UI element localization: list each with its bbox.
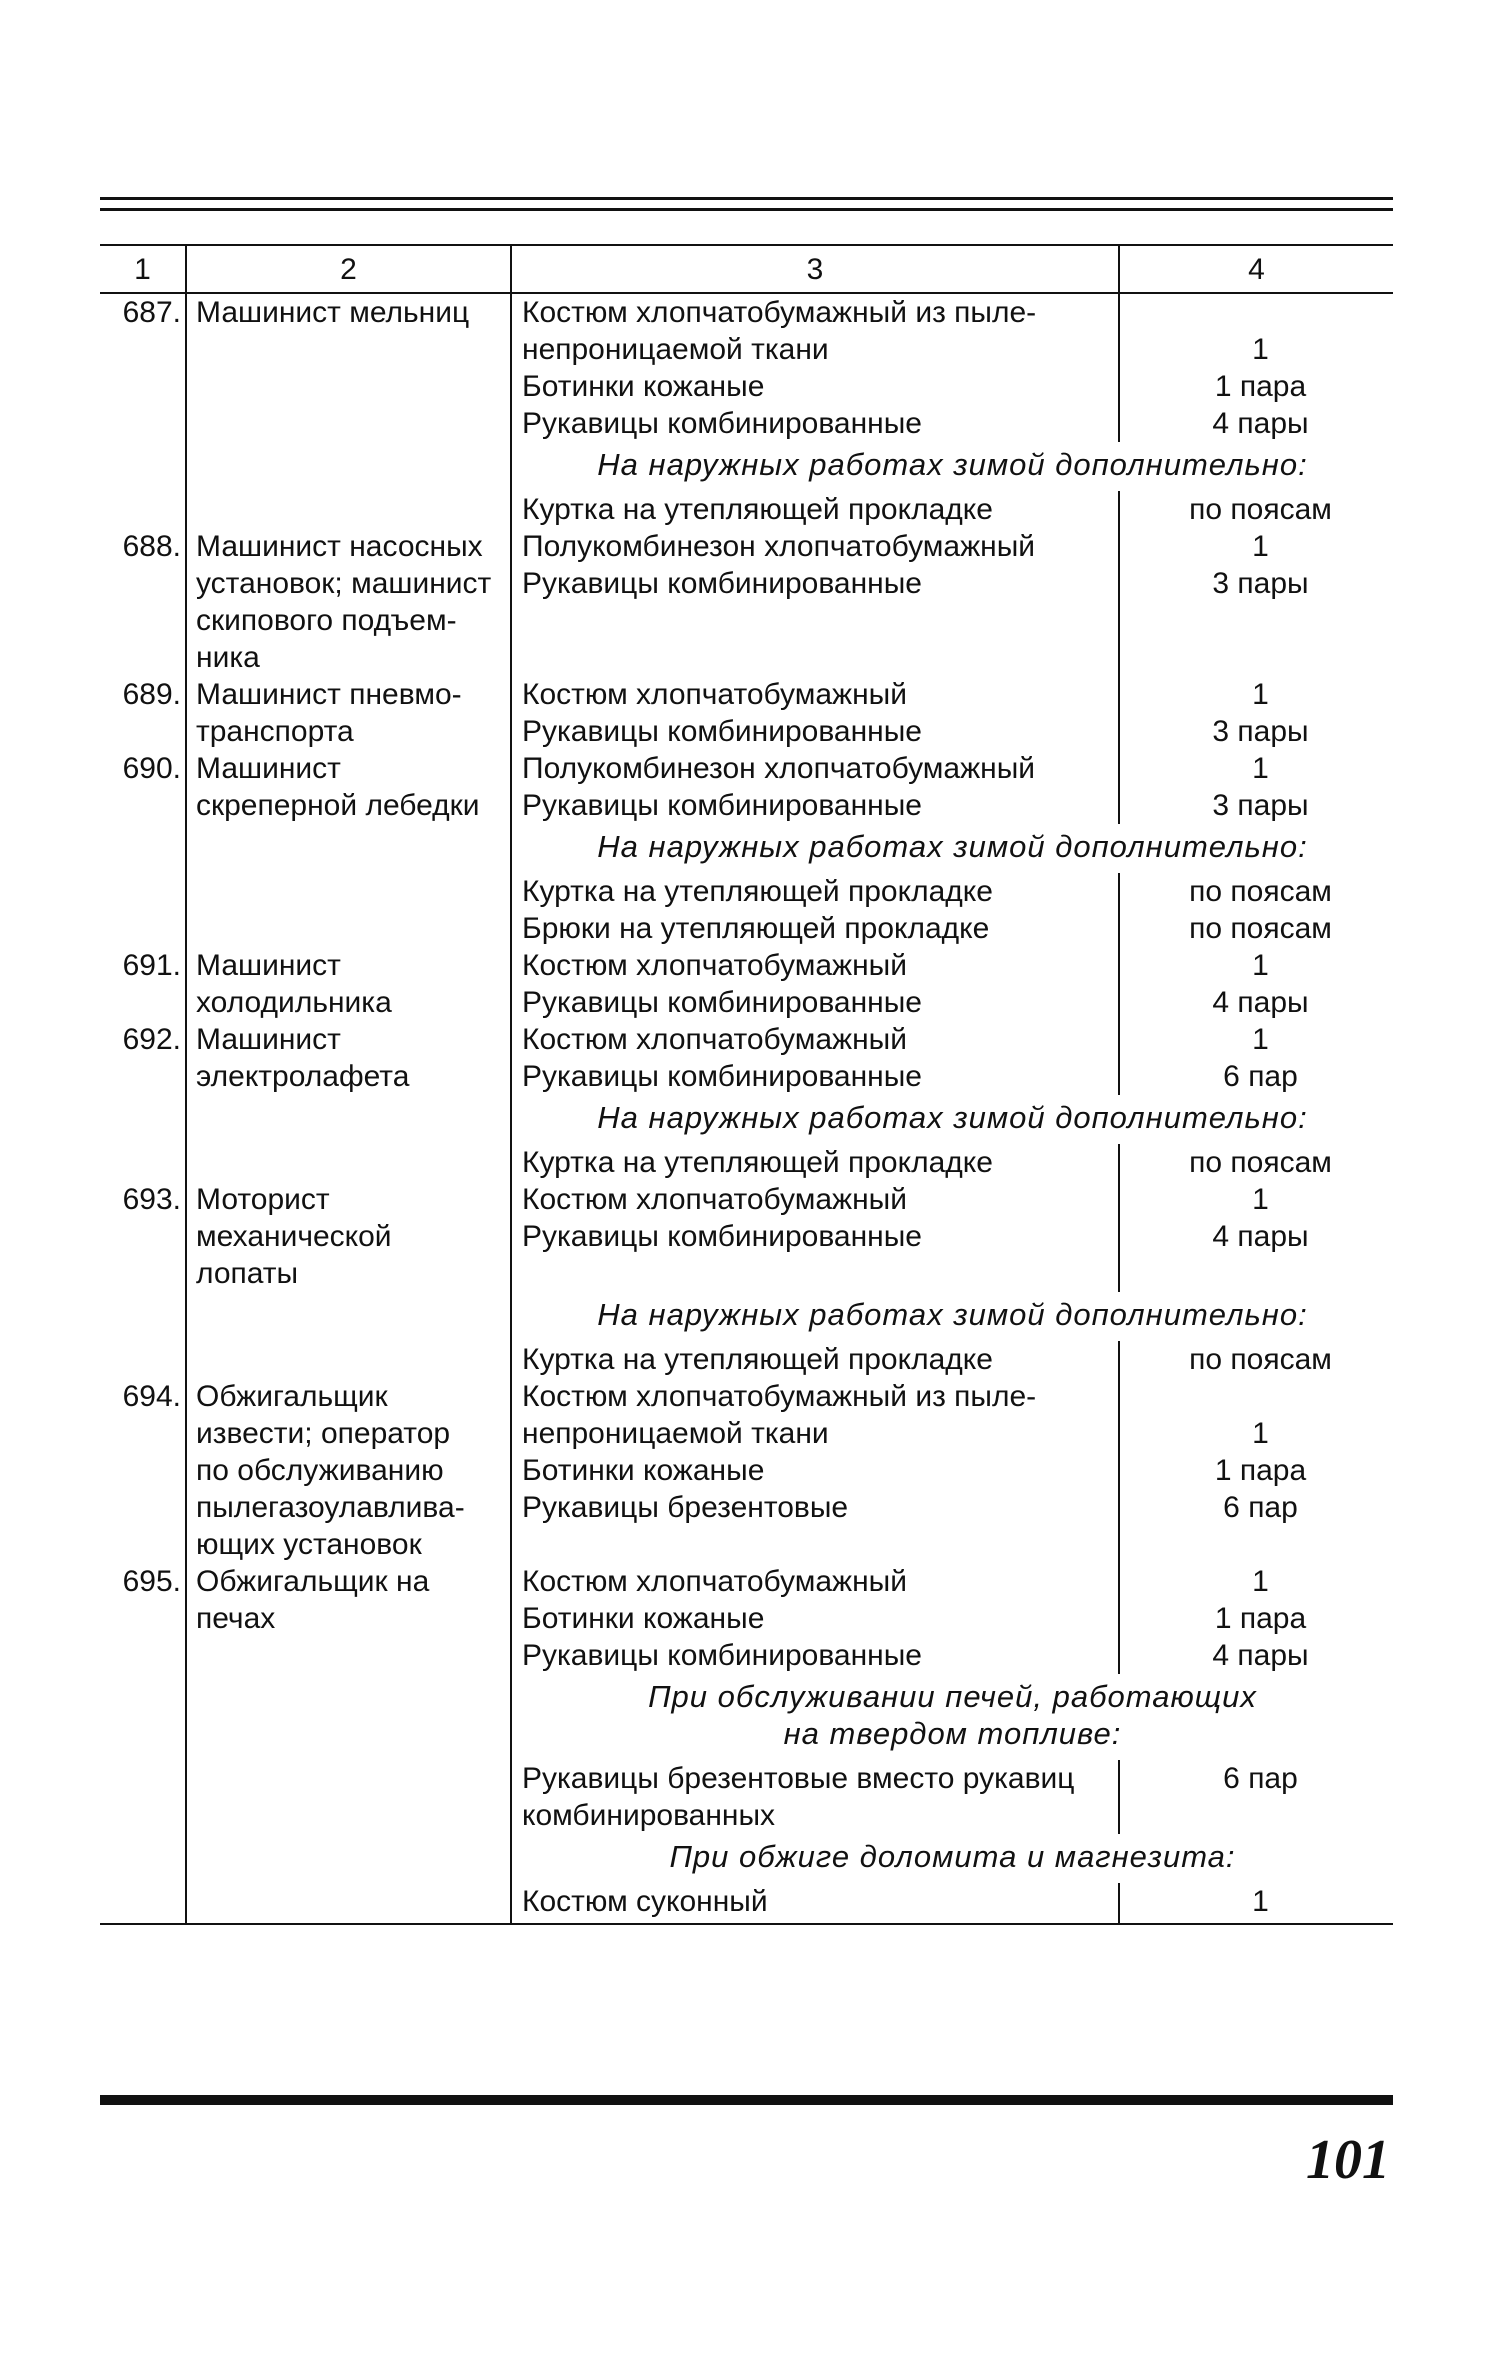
quantity-line: 1 пара bbox=[1214, 1454, 1307, 1487]
item-line: Рукавицы комбинированные bbox=[522, 1060, 922, 1093]
item-line: Брюки на утепляющей прокладке bbox=[522, 912, 990, 945]
table-row bbox=[100, 1563, 1393, 1674]
occupation-line: пылегазоулавлива- bbox=[196, 1491, 465, 1524]
occupation-line: ющих установок bbox=[196, 1528, 422, 1561]
table-row bbox=[100, 750, 1393, 824]
entry-number: 688. bbox=[100, 528, 186, 676]
condition-note bbox=[511, 1674, 1393, 1760]
quantity-line: 1 пара bbox=[1214, 370, 1307, 403]
item-line: Рукавицы комбинированные bbox=[522, 986, 922, 1019]
quantity-line bbox=[1128, 1378, 1393, 1415]
occupation-cell bbox=[186, 1292, 511, 1341]
occupation-cell bbox=[186, 676, 511, 750]
entry-number: 694. bbox=[100, 1378, 186, 1563]
item-cell bbox=[511, 491, 1119, 528]
occupation-cell bbox=[186, 1674, 511, 1760]
item-line: Куртка на утепляющей прокладке bbox=[522, 875, 993, 908]
item-line: Рукавицы комбинированные bbox=[522, 567, 922, 600]
quantity-line: 4 пары bbox=[1212, 407, 1309, 440]
condition-note: На наружных работах зимой дополнительно: bbox=[597, 1297, 1308, 1332]
table-row bbox=[100, 676, 1393, 750]
occupation-cell bbox=[186, 293, 511, 442]
table-row bbox=[100, 873, 1393, 947]
occupation-line: Машинист пневмо- bbox=[196, 678, 462, 711]
occupation-cell bbox=[186, 1834, 511, 1883]
table-row bbox=[100, 1883, 1393, 1924]
occupation-line: электролафета bbox=[196, 1060, 410, 1093]
item-line: Ботинки кожаные bbox=[522, 1602, 765, 1635]
quantity-line: 1 bbox=[1252, 949, 1269, 982]
quantity-cell bbox=[1119, 1341, 1393, 1378]
item-line: Ботинки кожаные bbox=[522, 370, 765, 403]
entry-number: 690. bbox=[100, 750, 186, 824]
item-line: Костюм суконный bbox=[522, 1885, 768, 1918]
quantity-line: 4 пары bbox=[1212, 986, 1309, 1019]
item-line: Куртка на утепляющей прокладке bbox=[522, 1146, 993, 1179]
entry-number: 692. bbox=[100, 1021, 186, 1095]
occupation-cell bbox=[186, 491, 511, 528]
entry-number bbox=[100, 1292, 186, 1341]
quantity-line: 1 bbox=[1252, 1885, 1269, 1918]
quantity-cell bbox=[1119, 293, 1393, 442]
occupation-line: Машинист bbox=[196, 949, 341, 982]
occupation-cell bbox=[186, 1563, 511, 1674]
quantity-line: 1 bbox=[1252, 1183, 1269, 1216]
entry-number: 693. bbox=[100, 1181, 186, 1292]
occupation-cell bbox=[186, 1378, 511, 1563]
occupation-line: установок; машинист bbox=[196, 567, 492, 600]
quantity-line bbox=[1128, 294, 1393, 331]
entry-number: 691. bbox=[100, 947, 186, 1021]
quantity-line: 1 bbox=[1252, 1417, 1269, 1450]
item-line: комбинированных bbox=[522, 1799, 776, 1832]
bottom-rule bbox=[100, 2095, 1393, 2105]
occupation-line: Моторист bbox=[196, 1183, 330, 1216]
entry-number bbox=[100, 491, 186, 528]
occupation-line: извести; оператор bbox=[196, 1417, 451, 1450]
table-row bbox=[100, 947, 1393, 1021]
note-row bbox=[100, 1834, 1393, 1883]
quantity-cell bbox=[1119, 491, 1393, 528]
quantity-line: 1 bbox=[1252, 752, 1269, 785]
quantity-cell bbox=[1119, 947, 1393, 1021]
occupation-cell bbox=[186, 1760, 511, 1834]
quantity-line: по поясам bbox=[1189, 875, 1332, 908]
table-row bbox=[100, 491, 1393, 528]
table-header-row bbox=[100, 245, 1393, 293]
occupation-cell bbox=[186, 1181, 511, 1292]
item-cell bbox=[511, 1883, 1119, 1924]
note-row bbox=[100, 442, 1393, 491]
occupation-line: печах bbox=[196, 1602, 276, 1635]
quantity-line: 3 пары bbox=[1212, 789, 1309, 822]
quantity-cell bbox=[1119, 1378, 1393, 1563]
header-col-1: 1 bbox=[100, 245, 186, 293]
entry-number: 695. bbox=[100, 1563, 186, 1674]
table-row bbox=[100, 1144, 1393, 1181]
quantity-line: по поясам bbox=[1189, 912, 1332, 945]
quantity-cell bbox=[1119, 1144, 1393, 1181]
item-cell bbox=[511, 1144, 1119, 1181]
occupation-line: Машинист bbox=[196, 752, 341, 785]
occupation-line: Обжигальщик bbox=[196, 1380, 388, 1413]
item-line: Куртка на утепляющей прокладке bbox=[522, 493, 993, 526]
entry-number bbox=[100, 1341, 186, 1378]
occupation-line: скипового подъем- bbox=[196, 604, 457, 637]
occupation-line: лопаты bbox=[196, 1257, 299, 1290]
quantity-cell bbox=[1119, 1760, 1393, 1834]
header-col-2: 2 bbox=[186, 245, 511, 293]
occupation-cell bbox=[186, 442, 511, 491]
occupation-cell bbox=[186, 1144, 511, 1181]
quantity-line: 3 пары bbox=[1212, 715, 1309, 748]
quantity-cell bbox=[1119, 873, 1393, 947]
occupation-cell bbox=[186, 528, 511, 676]
occupation-line: Машинист насосных bbox=[196, 530, 483, 563]
quantity-line: 1 bbox=[1252, 1023, 1269, 1056]
note-row bbox=[100, 1095, 1393, 1144]
occupation-cell bbox=[186, 1021, 511, 1095]
quantity-line bbox=[1128, 1797, 1393, 1834]
item-line: Костюм хлопчатобумажный из пыле- bbox=[522, 1380, 1037, 1413]
item-cell bbox=[511, 1181, 1119, 1292]
item-line: Рукавицы комбинированные bbox=[522, 715, 922, 748]
quantity-cell bbox=[1119, 676, 1393, 750]
item-line: Рукавицы комбинированные bbox=[522, 1639, 922, 1672]
condition-note: На наружных работах зимой дополнительно: bbox=[597, 1100, 1308, 1135]
occupation-cell bbox=[186, 873, 511, 947]
entry-number: 689. bbox=[100, 676, 186, 750]
quantity-line: по поясам bbox=[1189, 1146, 1332, 1179]
table-row bbox=[100, 293, 1393, 442]
quantity-line: по поясам bbox=[1189, 493, 1332, 526]
quantity-line: 6 пар bbox=[1223, 1491, 1298, 1524]
item-line: Рукавицы комбинированные bbox=[522, 1220, 922, 1253]
item-cell bbox=[511, 293, 1119, 442]
item-line: Костюм хлопчатобумажный bbox=[522, 678, 907, 711]
item-line: Рукавицы комбинированные bbox=[522, 407, 922, 440]
item-line: Рукавицы брезентовые вместо рукавиц bbox=[522, 1762, 1075, 1795]
entry-number bbox=[100, 873, 186, 947]
occupation-line: механической bbox=[196, 1220, 392, 1253]
item-cell bbox=[511, 676, 1119, 750]
note-row bbox=[100, 1674, 1393, 1760]
occupation-cell bbox=[186, 1883, 511, 1924]
table-row bbox=[100, 1378, 1393, 1563]
occupation-line: скреперной лебедки bbox=[196, 789, 480, 822]
condition-note: На наружных работах зимой дополнительно: bbox=[597, 447, 1308, 482]
entry-number bbox=[100, 1095, 186, 1144]
quantity-cell bbox=[1119, 1563, 1393, 1674]
occupation-line: Машинист мельниц bbox=[196, 296, 470, 329]
table-body bbox=[100, 293, 1393, 1924]
entry-number bbox=[100, 1760, 186, 1834]
quantity-line: 1 bbox=[1252, 530, 1269, 563]
item-cell bbox=[511, 1341, 1119, 1378]
quantity-line: 1 bbox=[1252, 1565, 1269, 1598]
item-line: Полукомбинезон хлопчатобумажный bbox=[522, 752, 1036, 785]
condition-note-line: При обслуживании печей, работающих bbox=[648, 1679, 1257, 1714]
item-line: непроницаемой ткани bbox=[522, 1417, 829, 1450]
occupation-line: холодильника bbox=[196, 986, 392, 1019]
item-cell bbox=[511, 1760, 1119, 1834]
entry-number bbox=[100, 442, 186, 491]
condition-note: На наружных работах зимой дополнительно: bbox=[597, 829, 1308, 864]
occupation-cell bbox=[186, 947, 511, 1021]
quantity-line: 6 пар bbox=[1223, 1060, 1298, 1093]
table-row bbox=[100, 1760, 1393, 1834]
quantity-cell bbox=[1119, 1181, 1393, 1292]
quantity-line: 6 пар bbox=[1223, 1762, 1298, 1795]
item-line: Полукомбинезон хлопчатобумажный bbox=[522, 530, 1036, 563]
quantity-line: 4 пары bbox=[1212, 1639, 1309, 1672]
item-cell bbox=[511, 1563, 1119, 1674]
entry-number bbox=[100, 824, 186, 873]
occupation-line: ника bbox=[196, 641, 260, 674]
quantity-cell bbox=[1119, 1883, 1393, 1924]
quantity-cell bbox=[1119, 750, 1393, 824]
note-row bbox=[100, 824, 1393, 873]
top-rule-lower bbox=[100, 208, 1393, 211]
item-cell bbox=[511, 528, 1119, 676]
item-line: Костюм хлопчатобумажный bbox=[522, 1183, 907, 1216]
occupation-line: Машинист bbox=[196, 1023, 341, 1056]
page-number: 101 bbox=[1306, 2129, 1390, 2191]
table-row bbox=[100, 1341, 1393, 1378]
item-cell bbox=[511, 750, 1119, 824]
top-rule-upper bbox=[100, 197, 1393, 200]
quantity-line: по поясам bbox=[1189, 1343, 1332, 1376]
item-cell bbox=[511, 873, 1119, 947]
quantity-line: 4 пары bbox=[1212, 1220, 1309, 1253]
item-line: непроницаемой ткани bbox=[522, 333, 829, 366]
item-line: Костюм хлопчатобумажный bbox=[522, 1565, 907, 1598]
entry-number bbox=[100, 1883, 186, 1924]
item-line: Костюм хлопчатобумажный bbox=[522, 1023, 907, 1056]
item-cell bbox=[511, 1378, 1119, 1563]
item-line: Костюм хлопчатобумажный из пыле- bbox=[522, 296, 1037, 329]
entry-number bbox=[100, 1834, 186, 1883]
condition-note: При обжиге доломита и магнезита: bbox=[669, 1839, 1236, 1874]
entry-number: 687. bbox=[100, 293, 186, 442]
note-row bbox=[100, 1292, 1393, 1341]
occupation-line: Обжигальщик на bbox=[196, 1565, 430, 1598]
item-line: Рукавицы брезентовые bbox=[522, 1491, 849, 1524]
occupation-line: по обслуживанию bbox=[196, 1454, 444, 1487]
occupation-cell bbox=[186, 1095, 511, 1144]
quantity-line: 3 пары bbox=[1212, 567, 1309, 600]
quantity-cell bbox=[1119, 528, 1393, 676]
condition-note-line: на твердом топливе: bbox=[783, 1716, 1122, 1751]
occupation-cell bbox=[186, 1341, 511, 1378]
protective-clothing-table bbox=[100, 244, 1393, 1925]
item-cell bbox=[511, 1021, 1119, 1095]
quantity-cell bbox=[1119, 1021, 1393, 1095]
item-line: Костюм хлопчатобумажный bbox=[522, 949, 907, 982]
occupation-cell bbox=[186, 750, 511, 824]
table-row bbox=[100, 1181, 1393, 1292]
occupation-cell bbox=[186, 824, 511, 873]
header-col-3: 3 bbox=[511, 245, 1119, 293]
table-row bbox=[100, 1021, 1393, 1095]
quantity-line: 1 bbox=[1252, 333, 1269, 366]
occupation-line: транспорта bbox=[196, 715, 354, 748]
entry-number bbox=[100, 1144, 186, 1181]
item-line: Рукавицы комбинированные bbox=[522, 789, 922, 822]
header-col-4: 4 bbox=[1119, 245, 1393, 293]
item-line: Ботинки кожаные bbox=[522, 1454, 765, 1487]
item-cell bbox=[511, 947, 1119, 1021]
quantity-line: 1 пара bbox=[1214, 1602, 1307, 1635]
table-row bbox=[100, 528, 1393, 676]
item-line: Куртка на утепляющей прокладке bbox=[522, 1343, 993, 1376]
quantity-line: 1 bbox=[1252, 678, 1269, 711]
entry-number bbox=[100, 1674, 186, 1760]
